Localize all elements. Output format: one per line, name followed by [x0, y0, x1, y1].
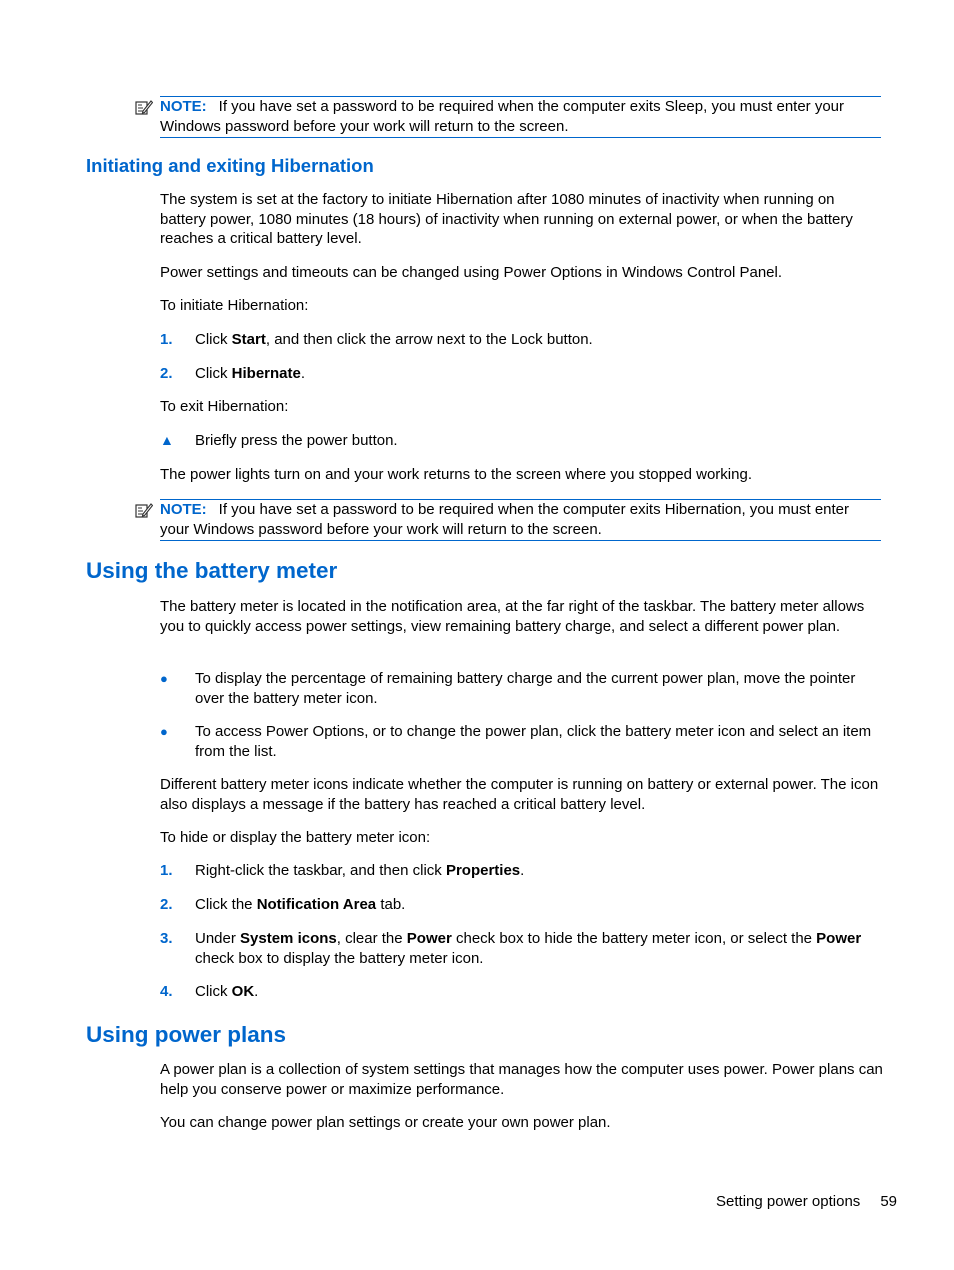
footer-section-title: Setting power options — [716, 1193, 861, 1210]
note-label: NOTE: — [160, 98, 207, 115]
step-text: Right-click the taskbar, and then click Properties. — [195, 862, 525, 879]
note-text: If you have set a password to be required when the computer exits Hibernation, you must enter your Windows password before your work will return to the screen. — [160, 501, 850, 538]
step-number: 4. — [160, 983, 173, 1000]
step-text: Click the Notification Area tab. — [195, 896, 406, 913]
paragraph: The battery meter is located in the notification area, at the far right of the taskbar. The battery meter allows you to quickly access power settings, view remaining battery charge, and select a different power plan. — [160, 598, 865, 635]
note-icon — [135, 99, 153, 115]
paragraph: To hide or display the battery meter icon: — [160, 829, 431, 846]
list-item-text: Briefly press the power button. — [195, 432, 398, 449]
step-number: 3. — [160, 930, 173, 947]
note-box — [160, 499, 881, 541]
paragraph: A power plan is a collection of system settings that manages how the computer uses power. Power plans can help you conserve power or maximize performance. — [160, 1061, 883, 1098]
list-item-text: To display the percentage of remaining battery charge and the current power plan, move the pointer over the battery meter icon. — [195, 670, 856, 707]
step-text: Under System icons, clear the Power check box to hide the battery meter icon, or select the Power check box to display the battery meter icon. — [195, 930, 862, 967]
paragraph: Different battery meter icons indicate whether the computer is running on battery or external power. The icon also displays a message if the battery has reached a critical battery level. — [160, 776, 879, 813]
bullet-icon: ● — [160, 671, 168, 686]
step-text: Click OK. — [195, 983, 259, 1000]
note-text: If you have set a password to be required when the computer exits Sleep, you must enter your Windows password before your work will return to the screen. — [160, 98, 845, 135]
note-icon — [135, 502, 153, 518]
section-heading-power-plans: Using power plans — [86, 1022, 287, 1047]
paragraph: To exit Hibernation: — [160, 398, 289, 415]
step-number: 1. — [160, 862, 173, 879]
note-label: NOTE: — [160, 501, 207, 518]
paragraph: The system is set at the factory to initiate Hibernation after 1080 minutes of inactivity when running on battery power, 1080 minutes (18 hours) of inactivity when running on external power, or when the battery reaches a critical battery level. — [160, 191, 853, 247]
note-box — [160, 96, 881, 138]
bullet-icon: ● — [160, 724, 168, 739]
section-heading-hibernation: Initiating and exiting Hibernation — [86, 155, 374, 176]
page-number: 59 — [880, 1193, 897, 1210]
paragraph: The power lights turn on and your work returns to the screen where you stopped working. — [160, 466, 752, 483]
paragraph: You can change power plan settings or create your own power plan. — [160, 1114, 611, 1131]
paragraph: Power settings and timeouts can be changed using Power Options in Windows Control Panel. — [160, 264, 783, 281]
step-number: 1. — [160, 331, 173, 348]
list-item-text: To access Power Options, or to change the power plan, click the battery meter icon and select an item from the list. — [195, 723, 872, 760]
triangle-icon: ▲ — [160, 432, 174, 448]
step-number: 2. — [160, 365, 173, 382]
step-text: Click Hibernate. — [195, 365, 306, 382]
paragraph: To initiate Hibernation: — [160, 297, 309, 314]
step-text: Click Start, and then click the arrow next to the Lock button. — [195, 331, 593, 348]
page-footer — [716, 1192, 897, 1212]
step-number: 2. — [160, 896, 173, 913]
section-heading-battery-meter: Using the battery meter — [86, 558, 338, 583]
